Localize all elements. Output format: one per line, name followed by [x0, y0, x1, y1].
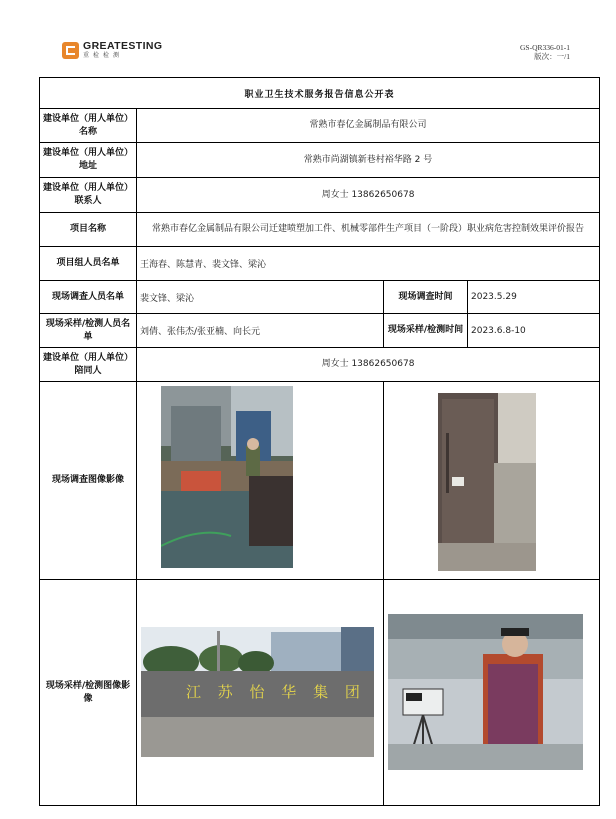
survey-time-label: 现场调查时间	[384, 281, 468, 314]
contact-label: 建设单位（用人单位）联系人	[40, 178, 137, 213]
unit-address-label: 建设单位（用人单位）地址	[40, 143, 137, 178]
survey-photo-cell-2	[384, 382, 600, 580]
sampling-staff-value: 刘倩、张伟杰/张亚楠、向长元	[137, 314, 384, 348]
team-value: 王海春、陈慧青、裴文锋、梁沁	[137, 247, 600, 281]
info-table	[39, 77, 600, 806]
document-info	[520, 43, 570, 61]
sampling-staff-label: 现场采样/检测人员名单	[40, 314, 137, 348]
project-name-value: 常熟市春亿金属制品有限公司迁建喷塑加工件、机械零部件生产项目（一阶段）职业病危害控制效果评价报告	[137, 213, 600, 247]
document-number: GS-QR336-01-1	[520, 43, 570, 52]
escort-label: 建设单位（用人单位）陪同人	[40, 348, 137, 382]
workshop-photo	[161, 386, 293, 568]
logo-subtext: 重检检测	[83, 52, 124, 59]
team-label: 项目组人员名单	[40, 247, 137, 281]
contact-value: 周女士 13862650678	[137, 178, 600, 213]
document-version: 版次：一/1	[534, 52, 570, 61]
gate-sign-text: 江 苏 怡 华 集 团	[186, 683, 366, 701]
escort-value: 周女士 13862650678	[137, 348, 600, 382]
survey-staff-label: 现场调查人员名单	[40, 281, 137, 314]
sampling-images-label: 现场采样/检测图像影像	[40, 580, 137, 806]
logo-icon	[62, 42, 79, 59]
logo-text: GREATESTING	[83, 40, 163, 52]
sampling-instrument-photo	[388, 614, 583, 770]
survey-staff-value: 裴文锋、梁沁	[137, 281, 384, 314]
page-title: 职业卫生技术服务报告信息公开表	[40, 78, 600, 109]
sampling-time-value: 2023.6.8-10	[468, 314, 600, 348]
sampling-photo-cell-2	[384, 580, 600, 806]
survey-images-label: 现场调查图像影像	[40, 382, 137, 580]
survey-time-value: 2023.5.29	[468, 281, 600, 314]
unit-name-value: 常熟市春亿金属制品有限公司	[137, 109, 600, 143]
company-gate-photo	[141, 627, 374, 757]
sampling-photo-cell-1	[137, 580, 384, 806]
survey-photo-cell-1	[137, 382, 384, 580]
unit-address-value: 常熟市尚湖镇新巷村裕华路 2 号	[137, 143, 600, 178]
company-logo	[62, 41, 162, 60]
equipment-photo	[438, 393, 536, 571]
unit-name-label: 建设单位（用人单位）名称	[40, 109, 137, 143]
sampling-time-label: 现场采样/检测时间	[384, 314, 468, 348]
project-name-label: 项目名称	[40, 213, 137, 247]
